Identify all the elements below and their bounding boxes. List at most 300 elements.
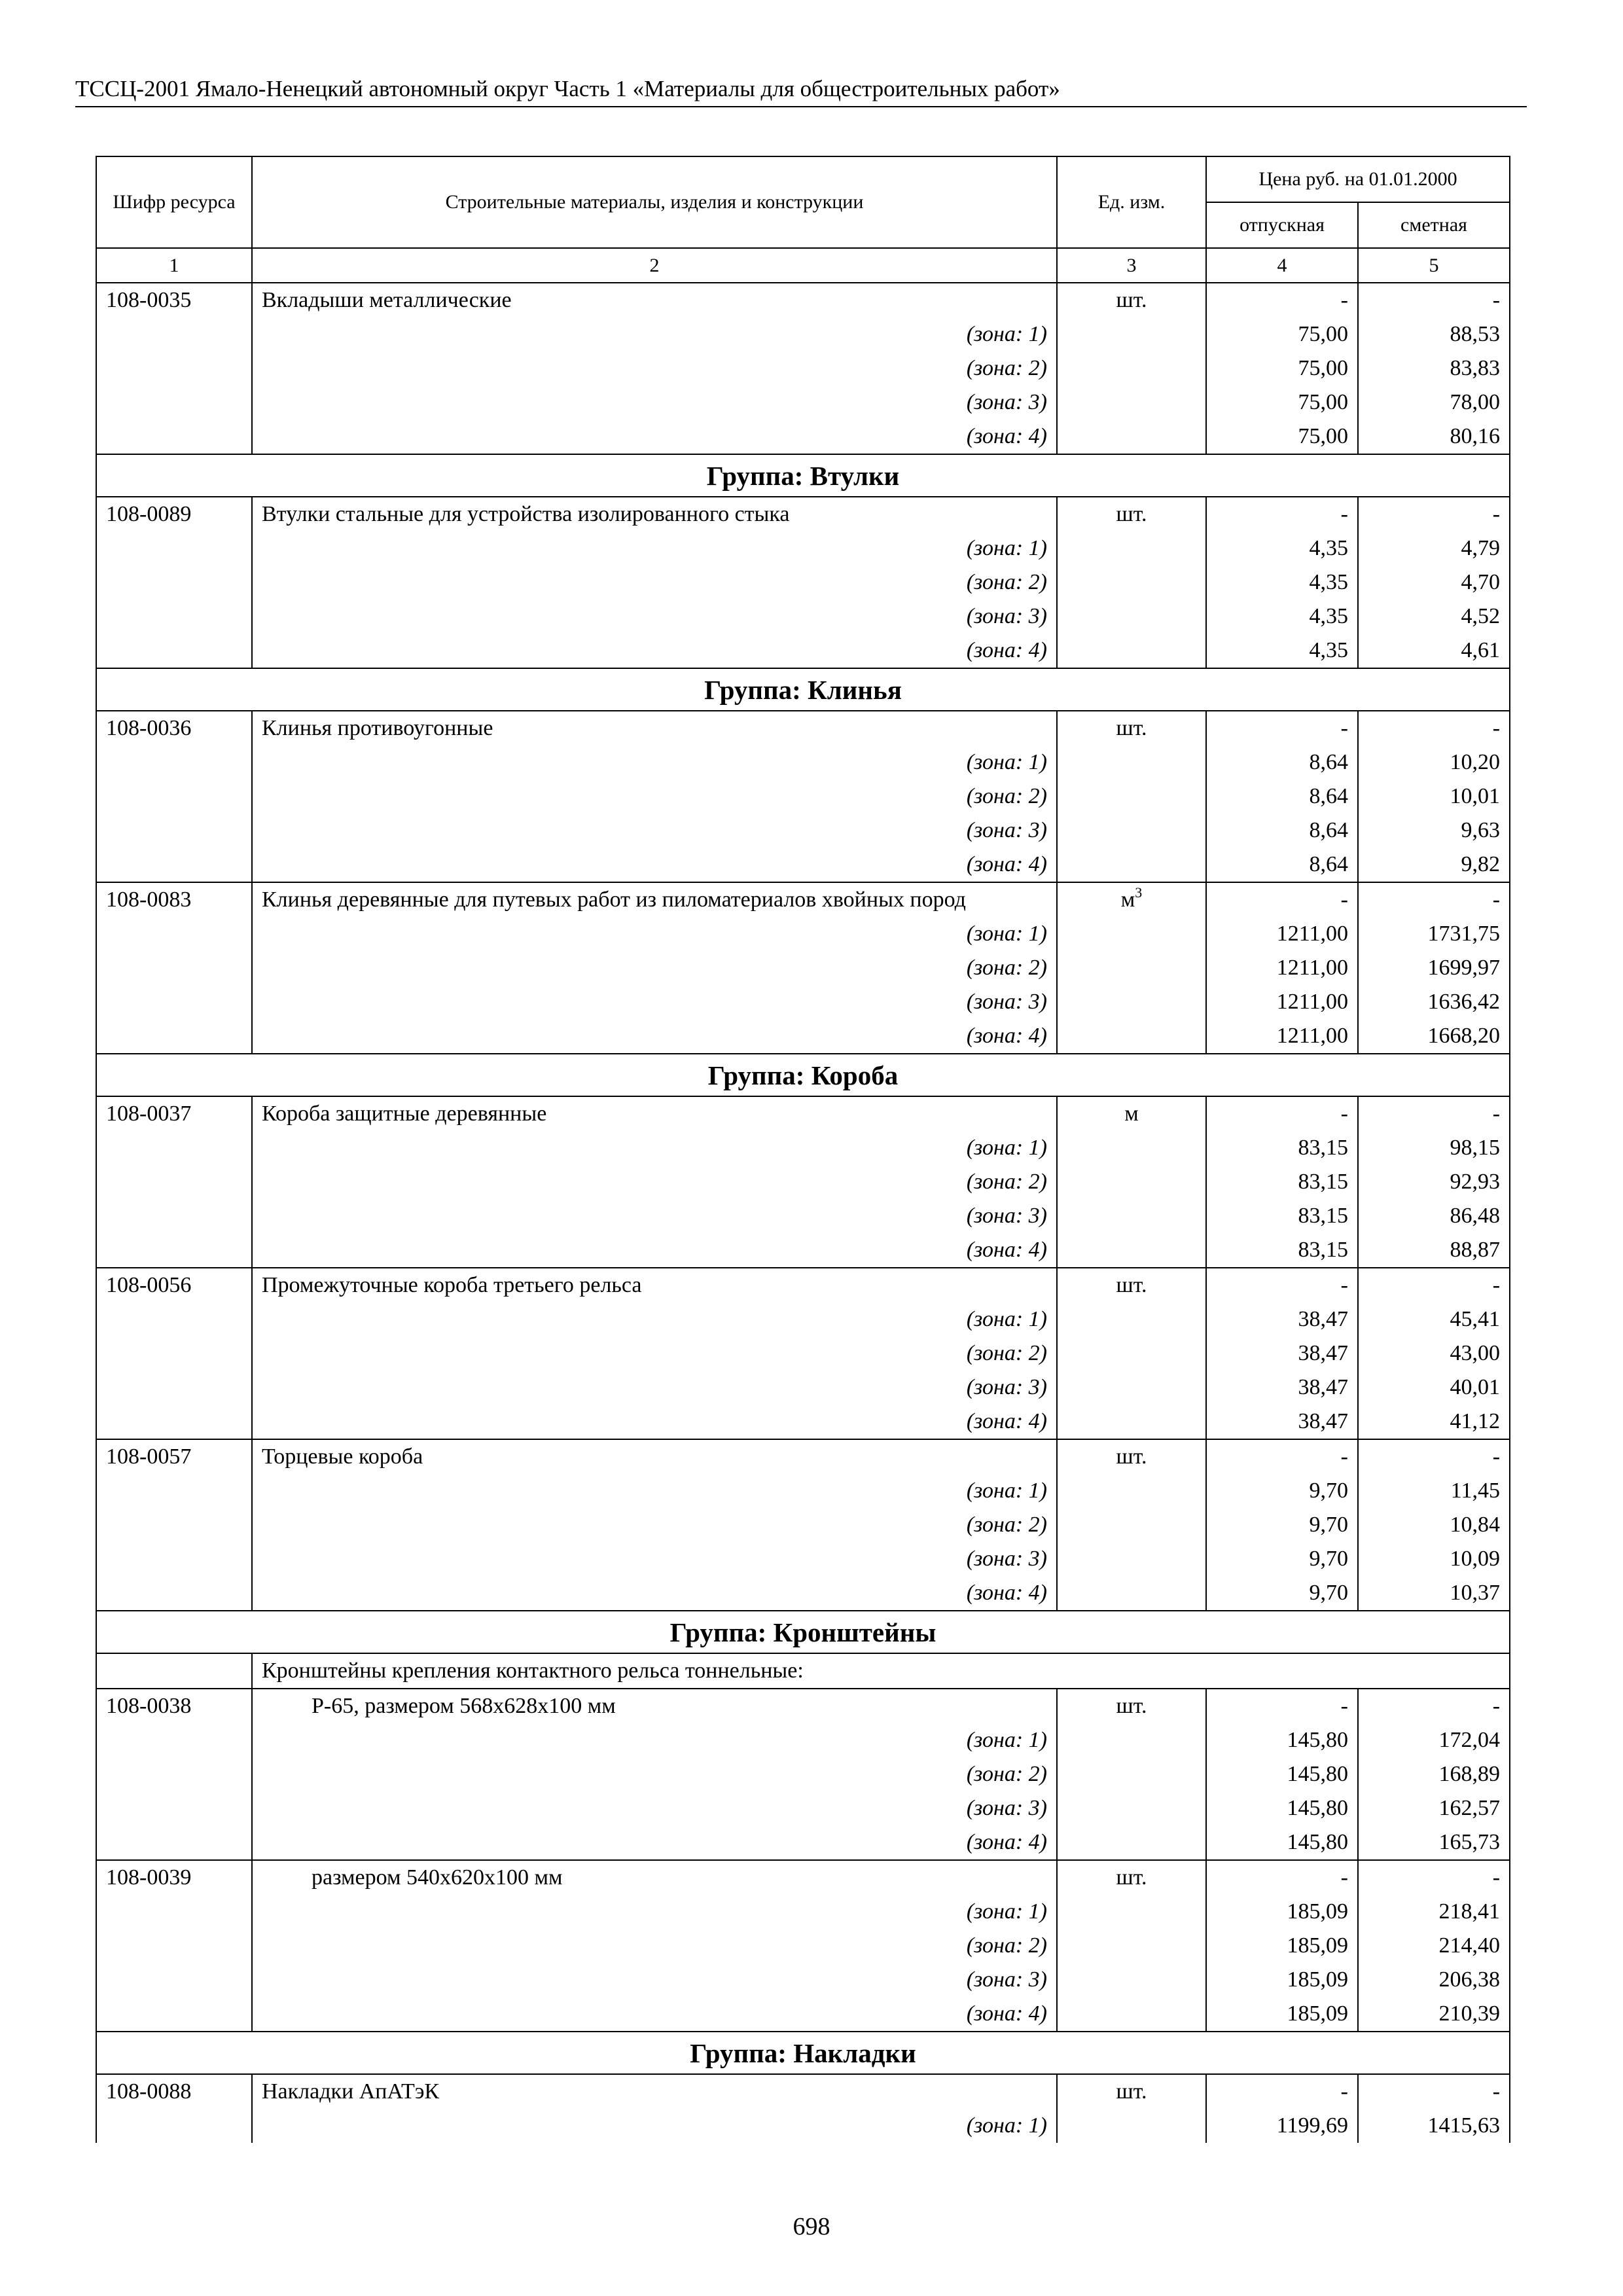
unit-cell xyxy=(1057,1576,1206,1611)
unit-cell xyxy=(1057,1542,1206,1576)
unit-cell: шт. xyxy=(1057,1860,1206,1895)
unit-cell: шт. xyxy=(1057,1268,1206,1302)
resource-code xyxy=(96,531,252,565)
resource-code xyxy=(96,1895,252,1929)
estimate-price: 43,00 xyxy=(1358,1336,1510,1371)
resource-name: Накладки АпАТэК xyxy=(252,2074,1057,2109)
table-header xyxy=(96,156,1510,283)
zone-row xyxy=(96,1542,1510,1576)
zone-row xyxy=(96,2109,1510,2143)
unit-cell xyxy=(1057,600,1206,634)
zone-row xyxy=(96,1131,1510,1165)
estimate-price: 9,63 xyxy=(1358,814,1510,848)
release-price: - xyxy=(1206,711,1358,745)
zone-row xyxy=(96,985,1510,1019)
release-price: 83,15 xyxy=(1206,1199,1358,1233)
unit-cell xyxy=(1057,1371,1206,1405)
zone-label: (зона: 3) xyxy=(252,1371,1057,1405)
resource-code xyxy=(96,985,252,1019)
zone-row xyxy=(96,1757,1510,1791)
release-price: - xyxy=(1206,1439,1358,1474)
resource-row xyxy=(96,1860,1510,1895)
estimate-price: 98,15 xyxy=(1358,1131,1510,1165)
resource-code xyxy=(96,1405,252,1439)
unit-cell xyxy=(1057,1336,1206,1371)
group-heading: Группа: Накладки xyxy=(96,2032,1510,2074)
zone-row xyxy=(96,1199,1510,1233)
zone-label: (зона: 4) xyxy=(252,1825,1057,1860)
zone-row xyxy=(96,848,1510,882)
zone-row xyxy=(96,1997,1510,2032)
unit-cell xyxy=(1057,1302,1206,1336)
resource-code xyxy=(96,1825,252,1860)
release-price: - xyxy=(1206,1268,1358,1302)
release-price: 8,64 xyxy=(1206,848,1358,882)
zone-row xyxy=(96,745,1510,780)
estimate-price: - xyxy=(1358,1689,1510,1723)
release-price: 4,35 xyxy=(1206,600,1358,634)
unit-cell xyxy=(1057,420,1206,454)
zone-row xyxy=(96,917,1510,951)
release-price: 4,35 xyxy=(1206,565,1358,600)
release-price: 1211,00 xyxy=(1206,917,1358,951)
release-price: - xyxy=(1206,882,1358,917)
release-price: 9,70 xyxy=(1206,1542,1358,1576)
unit-cell xyxy=(1057,985,1206,1019)
resource-code: 108-0083 xyxy=(96,882,252,917)
estimate-price: 172,04 xyxy=(1358,1723,1510,1757)
resource-code xyxy=(96,565,252,600)
unit-cell xyxy=(1057,1791,1206,1825)
unit-cell: шт. xyxy=(1057,1689,1206,1723)
resource-name: размером 540х620х100 мм xyxy=(252,1860,1057,1895)
zone-row xyxy=(96,1895,1510,1929)
zone-label: (зона: 2) xyxy=(252,351,1057,386)
unit-cell xyxy=(1057,1131,1206,1165)
zone-row xyxy=(96,951,1510,985)
unit-cell xyxy=(1057,1963,1206,1997)
estimate-price: 206,38 xyxy=(1358,1963,1510,1997)
resource-code xyxy=(96,745,252,780)
estimate-price: 162,57 xyxy=(1358,1791,1510,1825)
zone-row xyxy=(96,1165,1510,1199)
unit-cell xyxy=(1057,386,1206,420)
release-price: 38,47 xyxy=(1206,1302,1358,1336)
release-price: 38,47 xyxy=(1206,1336,1358,1371)
resource-code xyxy=(96,1165,252,1199)
unit-cell: шт. xyxy=(1057,497,1206,531)
resource-code: 108-0036 xyxy=(96,711,252,745)
unit-cell xyxy=(1057,848,1206,882)
unit-cell xyxy=(1057,531,1206,565)
unit-cell xyxy=(1057,1723,1206,1757)
group-heading-row xyxy=(96,668,1510,711)
release-price: 4,35 xyxy=(1206,634,1358,668)
unit-cell xyxy=(1057,814,1206,848)
zone-label: (зона: 2) xyxy=(252,1757,1057,1791)
zone-label: (зона: 4) xyxy=(252,420,1057,454)
resource-name: Вкладыши металлические xyxy=(252,283,1057,317)
release-price: 145,80 xyxy=(1206,1757,1358,1791)
zone-label: (зона: 3) xyxy=(252,985,1057,1019)
release-price: - xyxy=(1206,283,1358,317)
group-heading-row xyxy=(96,454,1510,497)
zone-row xyxy=(96,1723,1510,1757)
estimate-price: 165,73 xyxy=(1358,1825,1510,1860)
zone-label: (зона: 4) xyxy=(252,1233,1057,1268)
estimate-price: 214,40 xyxy=(1358,1929,1510,1963)
resource-code: 108-0056 xyxy=(96,1268,252,1302)
col-estimate-header: сметная xyxy=(1358,202,1510,248)
release-price: 38,47 xyxy=(1206,1371,1358,1405)
zone-row xyxy=(96,600,1510,634)
resource-name: Торцевые короба xyxy=(252,1439,1057,1474)
unit-cell: шт. xyxy=(1057,283,1206,317)
resource-code xyxy=(96,780,252,814)
unit-cell xyxy=(1057,1165,1206,1199)
resource-code xyxy=(96,634,252,668)
release-price: - xyxy=(1206,1096,1358,1131)
zone-row xyxy=(96,1929,1510,1963)
col-number-5: 5 xyxy=(1358,248,1510,283)
subgroup-note: Кронштейны крепления контактного рельса тоннельные: xyxy=(252,1653,1510,1689)
unit-cell xyxy=(1057,1757,1206,1791)
resource-code: 108-0088 xyxy=(96,2074,252,2109)
resource-code xyxy=(96,600,252,634)
release-price: 75,00 xyxy=(1206,317,1358,351)
resource-code xyxy=(96,1723,252,1757)
zone-row xyxy=(96,1963,1510,1997)
group-heading-row xyxy=(96,1054,1510,1096)
zone-label: (зона: 2) xyxy=(252,951,1057,985)
release-price: 1199,69 xyxy=(1206,2109,1358,2143)
resource-code xyxy=(96,317,252,351)
estimate-price: 4,61 xyxy=(1358,634,1510,668)
group-heading: Группа: Кронштейны xyxy=(96,1611,1510,1653)
unit-cell: шт. xyxy=(1057,1439,1206,1474)
unit-cell xyxy=(1057,351,1206,386)
resource-name: Клинья противоугонные xyxy=(252,711,1057,745)
release-price: 1211,00 xyxy=(1206,1019,1358,1054)
resource-code xyxy=(96,1371,252,1405)
unit-cell xyxy=(1057,317,1206,351)
zone-label: (зона: 4) xyxy=(252,1997,1057,2032)
release-price: 185,09 xyxy=(1206,1997,1358,2032)
zone-row xyxy=(96,531,1510,565)
release-price: - xyxy=(1206,1860,1358,1895)
estimate-price: - xyxy=(1358,2074,1510,2109)
zone-row xyxy=(96,565,1510,600)
release-price: 185,09 xyxy=(1206,1895,1358,1929)
estimate-price: 4,79 xyxy=(1358,531,1510,565)
resource-row xyxy=(96,1268,1510,1302)
estimate-price: - xyxy=(1358,1268,1510,1302)
col-number-3: 3 xyxy=(1057,248,1206,283)
zone-label: (зона: 3) xyxy=(252,1199,1057,1233)
release-price: - xyxy=(1206,1689,1358,1723)
resource-row xyxy=(96,1096,1510,1131)
estimate-price: 86,48 xyxy=(1358,1199,1510,1233)
estimate-price: 10,09 xyxy=(1358,1542,1510,1576)
col-number-1: 1 xyxy=(96,248,252,283)
zone-label: (зона: 3) xyxy=(252,1963,1057,1997)
resource-code xyxy=(96,1791,252,1825)
resource-code xyxy=(96,1019,252,1054)
zone-row xyxy=(96,1019,1510,1054)
resource-name: Клинья деревянные для путевых работ из пиломатериалов хвойных пород xyxy=(252,882,1057,917)
zone-row xyxy=(96,420,1510,454)
zone-label: (зона: 3) xyxy=(252,814,1057,848)
zone-label: (зона: 2) xyxy=(252,1336,1057,1371)
zone-label: (зона: 1) xyxy=(252,317,1057,351)
code-cell xyxy=(96,1653,252,1689)
group-heading-row xyxy=(96,1611,1510,1653)
estimate-price: 10,84 xyxy=(1358,1508,1510,1542)
estimate-price: 10,37 xyxy=(1358,1576,1510,1611)
unit-cell xyxy=(1057,2109,1206,2143)
estimate-price: 92,93 xyxy=(1358,1165,1510,1199)
zone-row xyxy=(96,1371,1510,1405)
zone-row xyxy=(96,1405,1510,1439)
estimate-price: 168,89 xyxy=(1358,1757,1510,1791)
release-price: 145,80 xyxy=(1206,1791,1358,1825)
resource-code xyxy=(96,351,252,386)
zone-row xyxy=(96,1302,1510,1336)
resource-code xyxy=(96,1336,252,1371)
unit-cell xyxy=(1057,780,1206,814)
zone-label: (зона: 1) xyxy=(252,2109,1057,2143)
resource-code xyxy=(96,2109,252,2143)
resource-code xyxy=(96,951,252,985)
resource-code xyxy=(96,1131,252,1165)
estimate-price: 1668,20 xyxy=(1358,1019,1510,1054)
zone-label: (зона: 1) xyxy=(252,1302,1057,1336)
page-number: 698 xyxy=(793,2213,830,2240)
resource-code: 108-0038 xyxy=(96,1689,252,1723)
zone-label: (зона: 3) xyxy=(252,1791,1057,1825)
unit-cell xyxy=(1057,634,1206,668)
group-heading: Группа: Короба xyxy=(96,1054,1510,1096)
resource-code xyxy=(96,1576,252,1611)
resource-name: Втулки стальные для устройства изолированного стыка xyxy=(252,497,1057,531)
zone-label: (зона: 2) xyxy=(252,1165,1057,1199)
running-head: ТССЦ-2001 Ямало-Ненецкий автономный округ Часть 1 «Материалы для общестроительных работ» xyxy=(75,76,1060,101)
resource-code xyxy=(96,386,252,420)
resource-code xyxy=(96,1302,252,1336)
col-release-header: отпускная xyxy=(1206,202,1358,248)
release-price: 9,70 xyxy=(1206,1508,1358,1542)
zone-row xyxy=(96,634,1510,668)
col-code-header: Шифр ресурса xyxy=(96,156,252,248)
resource-code: 108-0039 xyxy=(96,1860,252,1895)
zone-row xyxy=(96,1233,1510,1268)
zone-label: (зона: 1) xyxy=(252,745,1057,780)
unit-cell: шт. xyxy=(1057,711,1206,745)
zone-label: (зона: 4) xyxy=(252,1019,1057,1054)
release-price: 1211,00 xyxy=(1206,985,1358,1019)
zone-label: (зона: 4) xyxy=(252,634,1057,668)
release-price: 75,00 xyxy=(1206,420,1358,454)
estimate-price: 10,01 xyxy=(1358,780,1510,814)
estimate-price: - xyxy=(1358,882,1510,917)
unit-cell: шт. xyxy=(1057,2074,1206,2109)
unit-cell xyxy=(1057,1474,1206,1508)
estimate-price: 78,00 xyxy=(1358,386,1510,420)
zone-row xyxy=(96,1576,1510,1611)
estimate-price: 83,83 xyxy=(1358,351,1510,386)
estimate-price: - xyxy=(1358,1860,1510,1895)
release-price: 9,70 xyxy=(1206,1474,1358,1508)
unit-cell xyxy=(1057,745,1206,780)
resource-row xyxy=(96,1689,1510,1723)
release-price: 75,00 xyxy=(1206,386,1358,420)
resource-code xyxy=(96,1199,252,1233)
resource-row xyxy=(96,497,1510,531)
zone-label: (зона: 3) xyxy=(252,1542,1057,1576)
resource-code xyxy=(96,1757,252,1791)
estimate-price: 210,39 xyxy=(1358,1997,1510,2032)
estimate-price: 45,41 xyxy=(1358,1302,1510,1336)
release-price: 38,47 xyxy=(1206,1405,1358,1439)
unit-cell xyxy=(1057,917,1206,951)
zone-label: (зона: 3) xyxy=(252,600,1057,634)
estimate-price: - xyxy=(1358,711,1510,745)
release-price: 145,80 xyxy=(1206,1723,1358,1757)
resource-code xyxy=(96,1233,252,1268)
release-price: 75,00 xyxy=(1206,351,1358,386)
resource-code xyxy=(96,917,252,951)
estimate-price: 1731,75 xyxy=(1358,917,1510,951)
estimate-price: 1636,42 xyxy=(1358,985,1510,1019)
unit-cell: $м^3$ xyxy=(1057,882,1206,917)
resource-code xyxy=(96,1474,252,1508)
group-heading: Группа: Клинья xyxy=(96,668,1510,711)
unit-cell xyxy=(1057,1825,1206,1860)
resource-code xyxy=(96,1542,252,1576)
resource-row xyxy=(96,283,1510,317)
col-price-header: Цена руб. на 01.01.2000 xyxy=(1206,156,1510,202)
estimate-price: 80,16 xyxy=(1358,420,1510,454)
resource-row xyxy=(96,2074,1510,2109)
unit-cell xyxy=(1057,951,1206,985)
unit-cell xyxy=(1057,1997,1206,2032)
resource-code xyxy=(96,420,252,454)
resource-row xyxy=(96,711,1510,745)
estimate-price: - xyxy=(1358,1439,1510,1474)
zone-label: (зона: 1) xyxy=(252,1474,1057,1508)
unit-cell xyxy=(1057,1019,1206,1054)
zone-label: (зона: 2) xyxy=(252,565,1057,600)
resource-code xyxy=(96,848,252,882)
zone-row xyxy=(96,780,1510,814)
zone-label: (зона: 4) xyxy=(252,848,1057,882)
release-price: - xyxy=(1206,497,1358,531)
zone-row xyxy=(96,1336,1510,1371)
unit-cell: м xyxy=(1057,1096,1206,1131)
zone-label: (зона: 3) xyxy=(252,386,1057,420)
unit-cell xyxy=(1057,1405,1206,1439)
zone-row xyxy=(96,351,1510,386)
release-price: 185,09 xyxy=(1206,1929,1358,1963)
zone-row xyxy=(96,1825,1510,1860)
zone-label: (зона: 1) xyxy=(252,1131,1057,1165)
unit-cell xyxy=(1057,1233,1206,1268)
release-price: 83,15 xyxy=(1206,1165,1358,1199)
unit-cell xyxy=(1057,1508,1206,1542)
zone-label: (зона: 1) xyxy=(252,917,1057,951)
release-price: 1211,00 xyxy=(1206,951,1358,985)
resource-row xyxy=(96,882,1510,917)
zone-label: (зона: 4) xyxy=(252,1405,1057,1439)
resource-code: 108-0037 xyxy=(96,1096,252,1131)
estimate-price: 88,87 xyxy=(1358,1233,1510,1268)
estimate-price: 41,12 xyxy=(1358,1405,1510,1439)
estimate-price: 88,53 xyxy=(1358,317,1510,351)
resource-code xyxy=(96,814,252,848)
unit-cell xyxy=(1057,1199,1206,1233)
resource-code xyxy=(96,1508,252,1542)
estimate-price: - xyxy=(1358,1096,1510,1131)
estimate-price: - xyxy=(1358,283,1510,317)
release-price: 4,35 xyxy=(1206,531,1358,565)
release-price: 185,09 xyxy=(1206,1963,1358,1997)
estimate-price: 40,01 xyxy=(1358,1371,1510,1405)
resource-name: Промежуточные короба третьего рельса xyxy=(252,1268,1057,1302)
estimate-price: 4,52 xyxy=(1358,600,1510,634)
unit-cell xyxy=(1057,1895,1206,1929)
release-price: 8,64 xyxy=(1206,780,1358,814)
table-body xyxy=(96,283,1510,2143)
zone-label: (зона: 2) xyxy=(252,780,1057,814)
col-number-2: 2 xyxy=(252,248,1057,283)
resource-name: Р-65, размером 568х628х100 мм xyxy=(252,1689,1057,1723)
estimate-price: 218,41 xyxy=(1358,1895,1510,1929)
resource-code: 108-0035 xyxy=(96,283,252,317)
release-price: 9,70 xyxy=(1206,1576,1358,1611)
zone-label: (зона: 1) xyxy=(252,1895,1057,1929)
col-unit-header: Ед. изм. xyxy=(1057,156,1206,248)
unit-cell xyxy=(1057,1929,1206,1963)
price-table xyxy=(96,156,1510,2143)
estimate-price: 9,82 xyxy=(1358,848,1510,882)
col-name-header: Строительные материалы, изделия и конструкции xyxy=(252,156,1057,248)
estimate-price: 1415,63 xyxy=(1358,2109,1510,2143)
zone-row xyxy=(96,317,1510,351)
zone-row xyxy=(96,814,1510,848)
zone-row xyxy=(96,1474,1510,1508)
unit-cell xyxy=(1057,565,1206,600)
resource-row xyxy=(96,1439,1510,1474)
release-price: 83,15 xyxy=(1206,1131,1358,1165)
release-price: 8,64 xyxy=(1206,814,1358,848)
zone-label: (зона: 2) xyxy=(252,1929,1057,1963)
resource-code: 108-0089 xyxy=(96,497,252,531)
zone-row xyxy=(96,1508,1510,1542)
zone-label: (зона: 1) xyxy=(252,1723,1057,1757)
col-number-4: 4 xyxy=(1206,248,1358,283)
estimate-price: 4,70 xyxy=(1358,565,1510,600)
resource-code xyxy=(96,1963,252,1997)
release-price: 145,80 xyxy=(1206,1825,1358,1860)
zone-row xyxy=(96,1791,1510,1825)
release-price: - xyxy=(1206,2074,1358,2109)
zone-label: (зона: 1) xyxy=(252,531,1057,565)
zone-label: (зона: 2) xyxy=(252,1508,1057,1542)
estimate-price: 1699,97 xyxy=(1358,951,1510,985)
resource-name: Короба защитные деревянные xyxy=(252,1096,1057,1131)
estimate-price: 11,45 xyxy=(1358,1474,1510,1508)
header-rule xyxy=(75,106,1527,107)
